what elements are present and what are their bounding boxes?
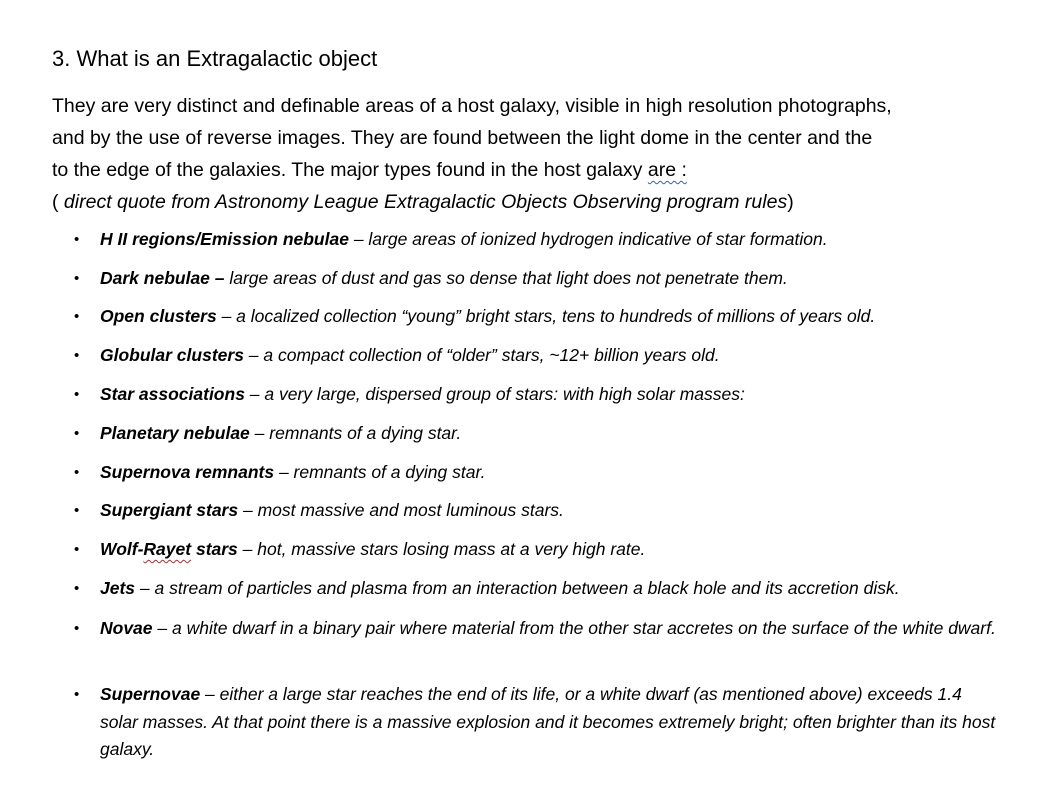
intro-line-3-text: to the edge of the galaxies. The major types found in the host galaxy — [52, 159, 648, 181]
item-term: Supernovae — [100, 684, 201, 704]
item-term: Globular clusters — [100, 345, 244, 365]
bullet-icon: • — [74, 425, 80, 442]
bullet-icon: • — [74, 347, 80, 364]
bullet-icon: • — [74, 620, 80, 637]
citation-text: direct quote from Astronomy League Extragalactic Objects Observing program rules — [63, 191, 788, 213]
bullet-icon: • — [74, 464, 80, 481]
section-heading: 3. What is an Extragalactic object — [52, 46, 378, 71]
intro-line-3 — [52, 154, 1012, 186]
intro-paragraph — [52, 90, 1012, 218]
item-description: – a stream of particles and plasma from an interaction between a black hole and its accretion disk. — [135, 578, 900, 598]
item-term: Jets — [100, 578, 136, 598]
bullet-icon: • — [74, 386, 80, 403]
item-description: – remnants of a dying star. — [249, 423, 462, 443]
bullet-icon: • — [74, 580, 80, 597]
item-term-part: Wolf- — [100, 539, 144, 559]
bullet-icon: • — [74, 270, 80, 287]
citation-line — [52, 186, 1012, 218]
intro-line-1: They are very distinct and definable areas of a host galaxy, visible in high resolution photographs, — [52, 95, 892, 117]
item-description: – a compact collection of “older” stars, ~12+ billion years old. — [243, 345, 720, 365]
item-term: Novae — [100, 618, 153, 638]
bullet-icon: • — [74, 231, 80, 248]
citation-close: ) — [787, 191, 794, 213]
item-description: large areas of dust and gas so dense that light does not penetrate them. — [224, 268, 788, 288]
item-term: Supernova remnants — [100, 462, 275, 482]
item-description: – a very large, dispersed group of stars: with high solar masses: — [244, 384, 745, 404]
grammar-flagged-text[interactable]: are : — [647, 159, 687, 181]
bullet-icon: • — [74, 541, 80, 558]
bullet-icon: • — [74, 308, 80, 325]
item-term: Open clusters — [100, 306, 217, 326]
item-term-part: stars — [191, 539, 238, 559]
item-description: – a localized collection “young” bright stars, tens to hundreds of millions of years old. — [216, 306, 876, 326]
bullet-icon: • — [74, 686, 80, 703]
item-description: – a white dwarf in a binary pair where material from the other star accretes on the surface of the white dwarf. — [152, 618, 996, 638]
item-description: – either a large star reaches the end of its life, or a white dwarf (as mentioned above) exceeds 1.4 solar masses. At that point there is a massive explosion and it becomes extremely bright; often brighter than its host galaxy. — [100, 684, 996, 759]
intro-line-2: and by the use of reverse images. They are found between the light dome in the center and the — [52, 127, 873, 149]
bullet-icon: • — [74, 502, 80, 519]
item-term — [100, 539, 238, 559]
item-term: H II regions/Emission nebulae — [100, 229, 349, 249]
item-term: Dark nebulae – — [100, 268, 225, 288]
item-description: – remnants of a dying star. — [274, 462, 486, 482]
citation-open: ( — [52, 191, 64, 213]
item-description: – most massive and most luminous stars. — [238, 500, 564, 520]
item-description: – large areas of ionized hydrogen indicative of star formation. — [348, 229, 828, 249]
item-description: – hot, massive stars losing mass at a very high rate. — [237, 539, 646, 559]
item-term: Star associations — [100, 384, 245, 404]
spelling-flagged-text[interactable]: Rayet — [143, 539, 192, 559]
item-term: Supergiant stars — [100, 500, 239, 520]
item-term: Planetary nebulae — [100, 423, 250, 443]
